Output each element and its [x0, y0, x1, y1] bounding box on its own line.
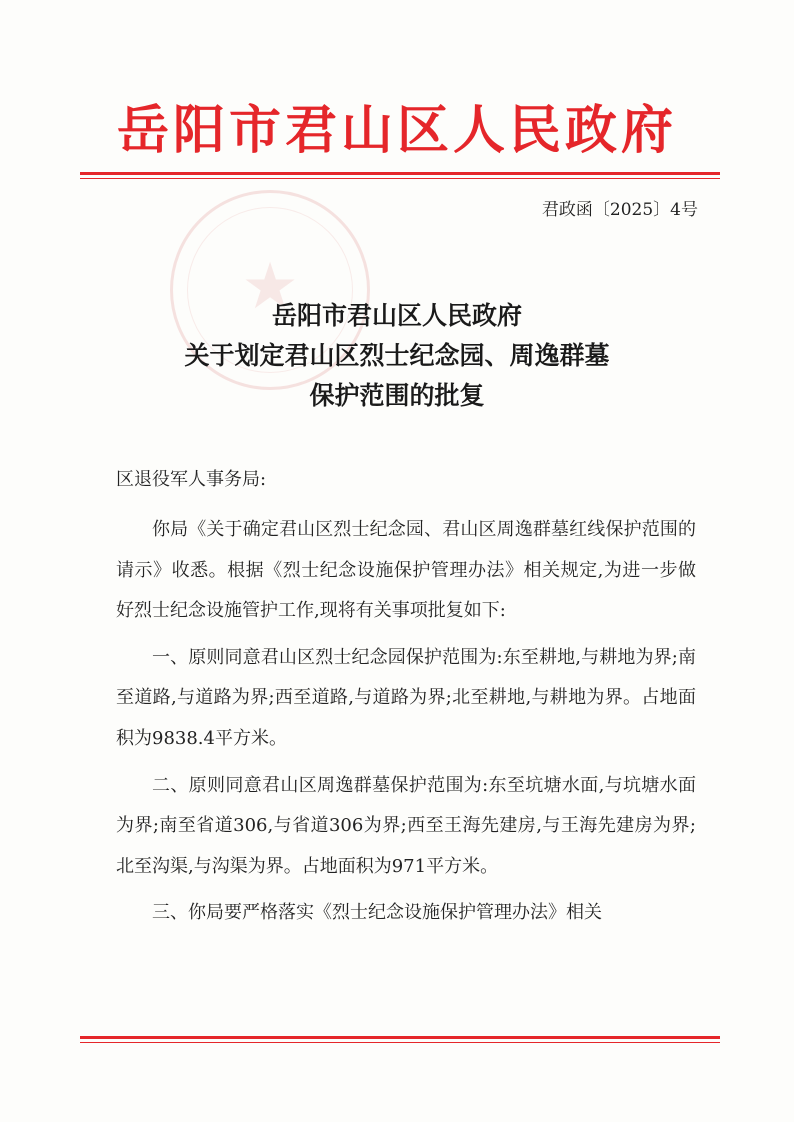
paragraph-item-1: 一、原则同意君山区烈士纪念园保护范围为:东至耕地,与耕地为界;南至道路,与道路为界;西至道路,与道路为界;北至耕地,与耕地为界。占地面积为9838.4平方米。	[116, 646, 696, 749]
document-title	[0, 296, 794, 416]
footer-red-rule	[80, 1036, 720, 1039]
issuing-authority-header: 岳阳市君山区人民政府	[116, 100, 677, 161]
title-line-3: 保护范围的批复	[309, 381, 485, 410]
header-red-rule	[80, 172, 720, 175]
document-number: 君政函〔2025〕4号	[541, 200, 698, 220]
paragraph-intro: 你局《关于确定君山区烈士纪念园、君山区周逸群墓红线保护范围的请示》收悉。根据《烈士纪念设施保护管理办法》相关规定,为进一步做好烈士纪念设施管护工作,现将有关事项批复如下:	[116, 519, 696, 622]
paragraph-item-2: 二、原则同意君山区周逸群墓保护范围为:东至坑塘水面,与坑塘水面为界;南至省道306,与省道306为界;西至王海先建房,与王海先建房为界;北至沟渠,与沟渠为界。占地面积为971平方米。	[116, 774, 696, 877]
seal-star-icon: ★	[241, 250, 299, 324]
paragraph-item-3: 三、你局要严格落实《烈士纪念设施保护管理办法》相关	[152, 902, 602, 924]
title-line-2: 关于划定君山区烈士纪念园、周逸群墓	[184, 341, 610, 370]
body-text	[116, 510, 696, 940]
title-line-1: 岳阳市君山区人民政府	[271, 301, 522, 330]
recipient-line: 区退役军人事务局:	[116, 469, 267, 490]
